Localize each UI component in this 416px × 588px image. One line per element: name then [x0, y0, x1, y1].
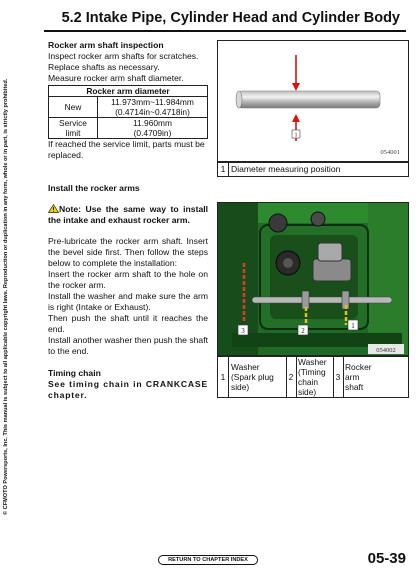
legend-line: chain: [298, 377, 319, 387]
figure1-callout: 1: [294, 132, 298, 139]
warning-icon: [48, 204, 59, 213]
legend-number: 1: [220, 372, 226, 382]
legend-item: [345, 362, 405, 402]
figure2-callout-2: 2: [301, 327, 305, 335]
table-row: [49, 97, 208, 118]
title-divider: [44, 30, 406, 32]
install-paragraph: Pre-lubricate the rocker arm shaft. Insert the bevel side first. Then follow the steps below to complete the installation:: [48, 236, 208, 268]
legend-line: Washer: [231, 362, 260, 372]
figure2-tag: 054002: [376, 347, 396, 354]
caption-text: Diameter measuring position: [231, 164, 341, 174]
legend-number: 2: [288, 372, 294, 382]
spec-value-mm: 11.973mm~11.984mm: [111, 97, 194, 107]
table-row: [49, 118, 208, 139]
inspection-line: Measure rocker arm shaft diameter.: [48, 73, 184, 83]
legend-line: arm: [345, 372, 360, 382]
legend-line: (Timing: [298, 367, 326, 377]
timing-heading: Timing chain: [48, 368, 101, 378]
install-note: [48, 204, 208, 226]
figure2-callout-1: 1: [351, 322, 355, 330]
install-heading: Install the rocker arms: [48, 183, 140, 193]
install-paragraph: Insert the rocker arm shaft to the hole on the rocker arm.: [48, 269, 208, 290]
copyright-text: © CFMOTO Powersports, Inc. This manual is subject to all applicable copyright laws. Reproduction or duplication in any form, whole or in part, is strictly prohibited.: [3, 78, 9, 515]
spec-value-in: (0.4714in~0.4718in): [115, 107, 190, 117]
legend-line: shaft: [345, 382, 364, 392]
spec-table-header: Rocker arm diameter: [49, 86, 208, 97]
legend-item: [298, 357, 332, 397]
spec-table: [48, 85, 208, 139]
legend-number: 3: [335, 372, 341, 382]
legend-line: side): [298, 387, 317, 397]
install-paragraph: Install another washer then push the shaft to the end.: [48, 335, 208, 356]
spec-label: [49, 118, 98, 139]
figure1-tag: 054001: [380, 149, 400, 156]
inspection-heading: Rocker arm shaft inspection: [48, 40, 164, 50]
copyright-notice: [3, 78, 17, 515]
page-title: 5.2 Intake Pipe, Cylinder Head and Cylinder Body: [61, 10, 400, 26]
figure2-legend: [217, 356, 409, 398]
timing-text: See timing chain in CRANKCASE chapter.: [48, 379, 208, 400]
spec-label-line: limit: [65, 128, 81, 138]
inspection-section: [48, 40, 208, 161]
rocker-arm-photo: [217, 202, 409, 356]
install-paragraph: Install the washer and make sure the arm is right (Intake or Exhaust).: [48, 291, 208, 312]
inspection-line: Replace shafts as necessary.: [48, 62, 160, 72]
spec-value: [98, 97, 208, 118]
legend-line: side): [231, 382, 250, 392]
install-paragraph: Then push the shaft until it reaches the end.: [48, 313, 208, 334]
inspection-line: Inspect rocker arm shafts for scratches.: [48, 51, 199, 61]
spec-label: New: [49, 97, 98, 118]
spec-value-mm: 11.960mm: [133, 118, 172, 128]
caption-number: 1: [218, 163, 229, 176]
install-note-text: Note: Use the same way to install the intake and exhaust rocker arm.: [48, 204, 208, 225]
legend-item: [231, 362, 284, 402]
engine-illustration: [218, 203, 408, 355]
shaft-illustration: [218, 41, 408, 161]
install-section: [48, 183, 208, 401]
legend-line: Rocker: [345, 362, 372, 372]
figure1-caption: [217, 162, 409, 177]
spec-label-line: Service: [59, 118, 87, 128]
spec-value: [98, 118, 208, 139]
legend-line: Washer: [298, 357, 327, 367]
spec-value-in: (0.4709in): [133, 128, 172, 138]
page-number: 05-39: [367, 550, 406, 567]
inspection-note: If reached the service limit, parts must be replaced.: [48, 139, 205, 160]
legend-line: (Spark plug: [231, 372, 274, 382]
return-to-index-button[interactable]: RETURN TO CHAPTER INDEX: [158, 555, 258, 565]
shaft-measurement-figure: [217, 40, 409, 162]
figure2-callout-3: 3: [241, 327, 245, 335]
